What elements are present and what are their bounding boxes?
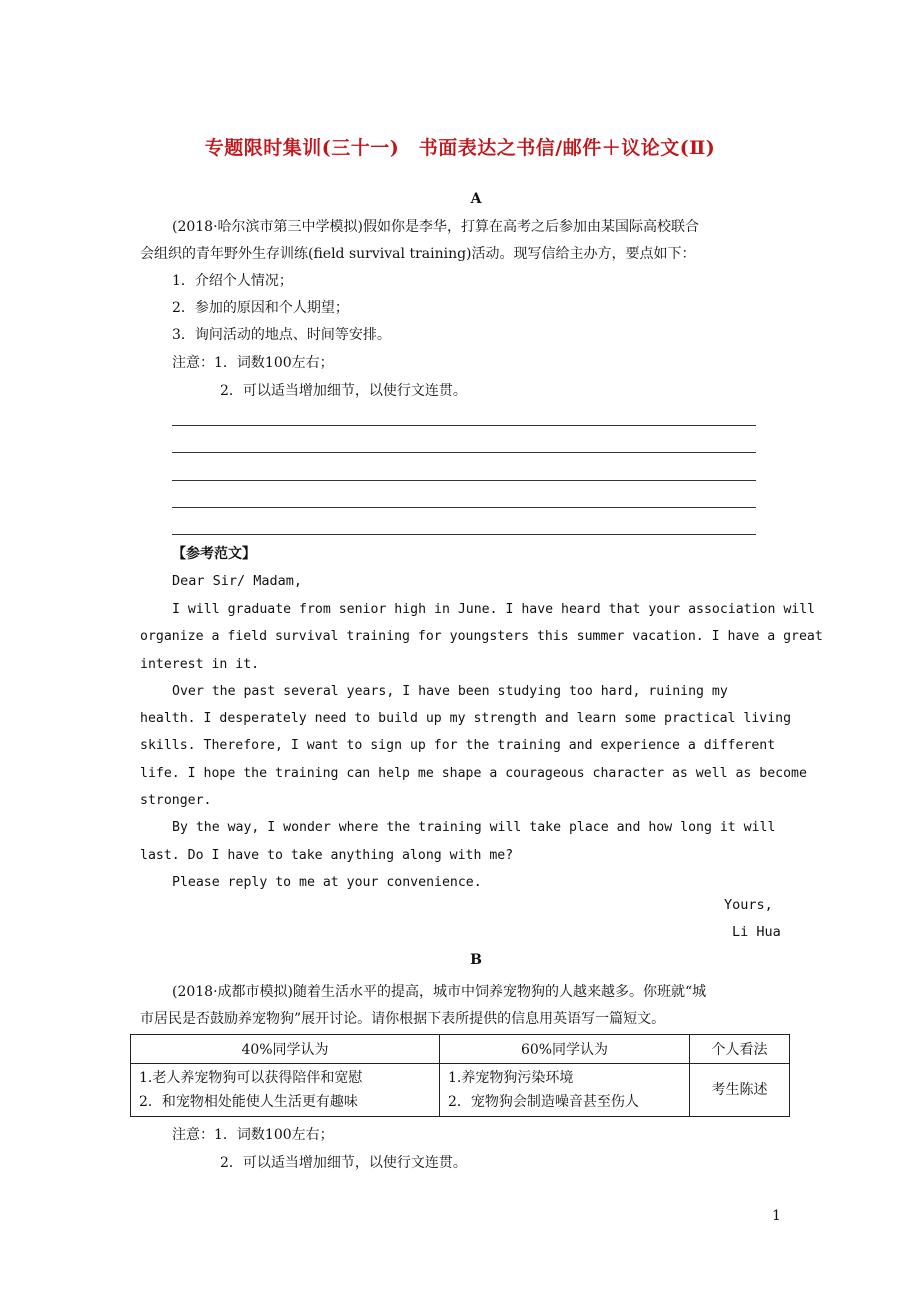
section-a-point-1: 1．介绍个人情况； bbox=[172, 273, 293, 289]
section-b-note-1: 注意：1．词数100左右； bbox=[172, 1127, 334, 1143]
sample-line: stronger. bbox=[140, 793, 212, 809]
table-header-personal: 个人看法 bbox=[690, 1035, 790, 1064]
section-b-prompt-line2: 市居民是否鼓励养宠物狗”展开讨论。请你根据下表所提供的信息用英语写一篇短文。 bbox=[140, 1011, 666, 1027]
page-title: 专题限时集训(三十一) 书面表达之书信/邮件＋议论文(Ⅱ) bbox=[204, 137, 716, 159]
table-cell-40 bbox=[131, 1064, 440, 1117]
table-cell-60 bbox=[440, 1064, 690, 1117]
table-header-60: 60%同学认为 bbox=[440, 1035, 690, 1064]
sample-line: last. Do I have to take anything along with me? bbox=[140, 847, 514, 863]
sample-greeting: Dear Sir/ Madam, bbox=[172, 573, 303, 589]
section-a-point-2: 2．参加的原因和个人期望； bbox=[172, 300, 349, 316]
section-a-prompt-line1: (2018·哈尔滨市第三中学模拟)假如你是李华，打算在高考之后参加由某国际高校联合 bbox=[172, 219, 700, 235]
sample-closing: Yours, bbox=[724, 897, 773, 913]
writing-line bbox=[172, 425, 756, 426]
sample-line: organize a field survival training for youngsters this summer vacation. I have a great bbox=[140, 629, 823, 645]
sample-line: life. I hope the training can help me shape a courageous character as well as become bbox=[140, 765, 807, 781]
sample-line: By the way, I wonder where the training will take place and how long it will bbox=[172, 820, 776, 836]
opinion-table bbox=[130, 1034, 790, 1117]
sample-line: I will graduate from senior high in June. I have heard that your association will bbox=[172, 602, 816, 617]
section-b-note-2: 2．可以适当增加细节，以使行文连贯。 bbox=[220, 1155, 467, 1171]
section-a-note-1: 注意：1．词数100左右； bbox=[172, 355, 334, 371]
section-a-point-3: 3．询问活动的地点、时间等安排。 bbox=[172, 327, 391, 343]
section-a-note-2: 2．可以适当增加细节，以使行文连贯。 bbox=[220, 383, 467, 399]
sample-line: Please reply to me at your convenience. bbox=[172, 874, 482, 890]
section-a-prompt bbox=[140, 214, 790, 241]
sample-line: Over the past several years, I have been studying too hard, ruining my bbox=[172, 683, 728, 699]
writing-line bbox=[172, 480, 756, 481]
table-cell-line: 2．和宠物相处能使人生活更有趣味 bbox=[139, 1094, 358, 1110]
section-b-label: B bbox=[470, 952, 482, 968]
writing-line bbox=[172, 507, 756, 508]
sample-line: health. I desperately need to build up my strength and learn some practical living bbox=[140, 711, 792, 727]
sample-signature: Li Hua bbox=[732, 924, 781, 940]
table-cell-line: 2．宠物狗会制造噪音甚至伤人 bbox=[448, 1094, 639, 1110]
table-cell-line: 1.养宠物狗污染环境 bbox=[448, 1070, 574, 1086]
sample-body bbox=[140, 596, 823, 896]
table-header-40: 40%同学认为 bbox=[131, 1035, 440, 1064]
sample-header: 【参考范文】 bbox=[172, 546, 256, 562]
page-number: 1 bbox=[772, 1208, 781, 1224]
section-a-prompt-line2: 会组织的青年野外生存训练(field survival training)活动。现写信给主办方，要点如下： bbox=[140, 246, 696, 262]
table-cell-personal: 考生陈述 bbox=[690, 1064, 790, 1117]
sample-line: interest in it. bbox=[140, 656, 260, 672]
writing-line bbox=[172, 534, 756, 535]
writing-line bbox=[172, 452, 756, 453]
section-a-label: A bbox=[470, 191, 482, 207]
table-cell-line: 1.老人养宠物狗可以获得陪伴和宽慰 bbox=[139, 1070, 363, 1086]
sample-line: skills. Therefore, I want to sign up for the training and experience a different bbox=[140, 738, 776, 754]
section-b-prompt-line1: (2018·成都市模拟)随着生活水平的提高，城市中饲养宠物狗的人越来越多。你班就“城 bbox=[172, 984, 707, 1000]
